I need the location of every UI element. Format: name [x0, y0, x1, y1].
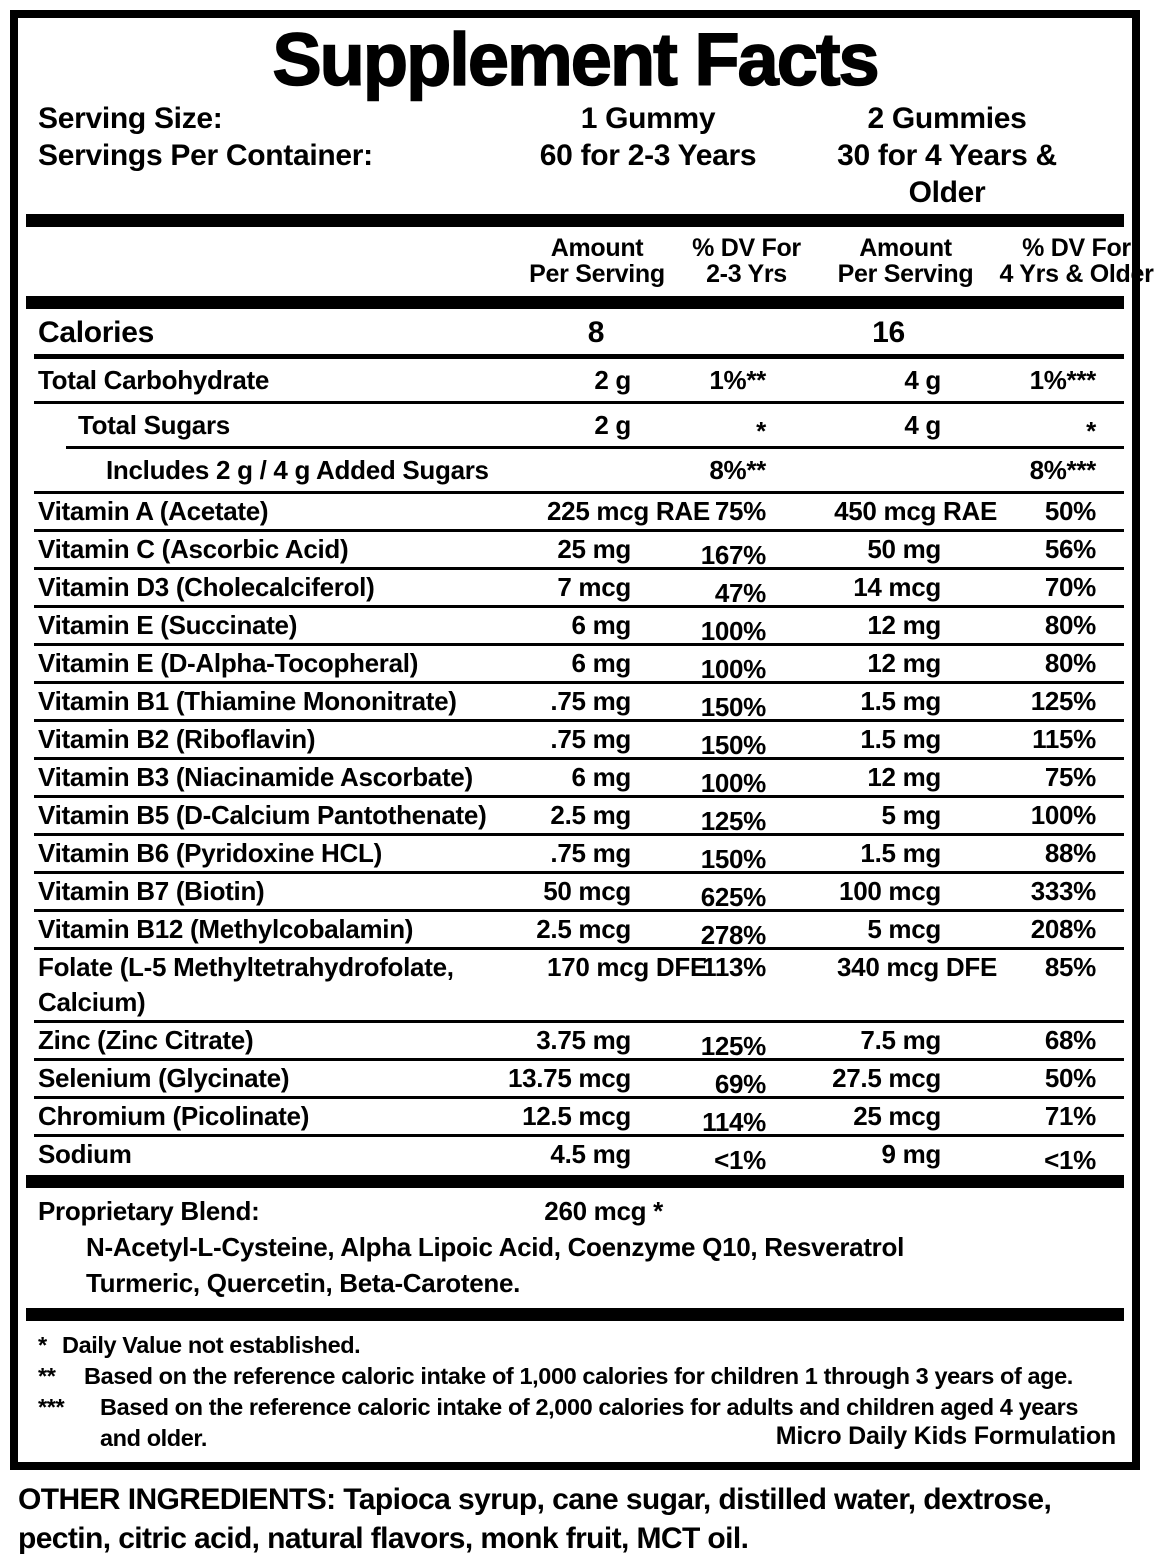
spacer	[941, 1193, 1096, 1229]
dv-2-3yrs: 75%	[714, 496, 766, 526]
amount-per-serving-2: 27.5 mcg	[832, 1063, 941, 1093]
amount-per-serving-2: 12 mg	[867, 762, 941, 792]
nutrient-name: Vitamin E (Succinate)	[38, 610, 298, 640]
amount-per-serving-2: 340 mcg DFE	[837, 952, 997, 982]
dv-4plus: 88%	[1044, 838, 1096, 868]
nutrient-name: Vitamin D3 (Cholecalciferol)	[38, 572, 375, 602]
amount-per-serving-2: 12 mg	[867, 648, 941, 678]
nutrient-row	[18, 760, 1132, 798]
nutrient-name: Vitamin B2 (Riboflavin)	[38, 724, 316, 754]
dv-2-3yrs: 69%	[714, 1069, 766, 1099]
nutrient-name: Vitamin B1 (Thiamine Mononitrate)	[38, 686, 457, 716]
spacer	[766, 1193, 941, 1229]
dv-2-3yrs: 114%	[702, 1107, 766, 1137]
amount-per-serving-2: 1.5 mg	[860, 838, 941, 868]
proprietary-ingredients-line2: Turmeric, Quercetin, Beta-Carotene.	[86, 1268, 521, 1298]
nutrient-name: Sodium	[38, 1139, 132, 1169]
formulation-note: Micro Daily Kids Formulation	[775, 1422, 1116, 1450]
nutrient-row	[18, 836, 1132, 874]
dv-4plus: 80%	[1044, 648, 1096, 678]
dv-2-3yrs: 278%	[700, 920, 766, 950]
nutrient-name: Total Sugars	[78, 410, 230, 440]
nutrient-name: Includes 2 g / 4 g Added Sugars	[106, 455, 489, 485]
amount-per-serving-2: 1.5 mg	[860, 686, 941, 716]
dv-2-3yrs: 125%	[700, 1031, 766, 1061]
dv-4plus: 333%	[1030, 876, 1096, 906]
nutrient-name: Vitamin C (Ascorbic Acid)	[38, 534, 349, 564]
spacer	[18, 235, 527, 287]
amount-per-serving-2: 4 g	[904, 410, 941, 440]
nutrient-row	[18, 449, 1132, 491]
amount-per-serving-1: .75 mg	[550, 724, 631, 754]
proprietary-blend-row	[38, 1193, 1096, 1229]
nutrient-row	[18, 404, 1132, 446]
servings-col1: 60 for 2-3 Years	[539, 139, 757, 172]
amount-per-serving-2: 5 mg	[881, 800, 941, 830]
nutrient-name: Folate (L-5 Methyltetrahydrofolate, Calcium)	[38, 952, 454, 1017]
nutrient-name: Vitamin A (Acetate)	[38, 496, 269, 526]
proprietary-blend-amount: 260 mcg *	[544, 1196, 663, 1226]
amount-per-serving-1: 6 mg	[571, 762, 631, 792]
proprietary-blend-section	[18, 1191, 1132, 1305]
dv-2-3yrs: *	[756, 416, 766, 446]
dv-2-3yrs: 150%	[700, 844, 766, 874]
serving-size-label: Serving Size:	[38, 102, 223, 135]
calories-value-1: 8	[587, 316, 605, 349]
amount-per-serving-1: 2.5 mcg	[536, 914, 631, 944]
nutrient-name: Total Carbohydrate	[38, 365, 270, 395]
nutrient-row	[18, 646, 1132, 684]
amount-per-serving-1: 4.5 mg	[550, 1139, 631, 1169]
nutrient-name: Selenium (Glycinate)	[38, 1063, 290, 1093]
amount-per-serving-2: 7.5 mg	[860, 1025, 941, 1055]
dv-2-3yrs: 1%**	[709, 365, 766, 395]
dv-2-3yrs: 113%	[702, 952, 766, 982]
dv-4plus: <1%	[1044, 1145, 1096, 1175]
amount-per-serving-1: 6 mg	[571, 648, 631, 678]
serving-info	[18, 100, 1132, 211]
dv-2-3yrs: <1%	[714, 1145, 766, 1175]
amount-per-serving-2: 12 mg	[867, 610, 941, 640]
divider-bar	[26, 296, 1124, 309]
servings-per-container-label: Servings Per Container:	[38, 139, 373, 172]
dv-4plus: 56%	[1044, 534, 1096, 564]
nutrient-name: Zinc (Zinc Citrate)	[38, 1025, 254, 1055]
nutrient-name: Vitamin B3 (Niacinamide Ascorbate)	[38, 762, 473, 792]
dv-4plus: 1%***	[1029, 365, 1096, 395]
nutrient-row	[18, 570, 1132, 608]
calories-value-2: 16	[872, 316, 905, 349]
nutrient-row	[18, 874, 1132, 912]
amount-per-serving-2: 450 mcg RAE	[834, 496, 997, 526]
servings-col2: 30 for 4 Years & Older	[837, 139, 1057, 209]
panel-title: Supplement Facts	[272, 18, 878, 101]
calories-label: Calories	[38, 316, 154, 349]
dv-4plus: 85%	[1044, 952, 1096, 982]
dv-4plus: 50%	[1044, 496, 1096, 526]
dv-4plus: 75%	[1044, 762, 1096, 792]
divider-bar	[26, 214, 1124, 227]
dv-2-3yrs: 167%	[700, 540, 766, 570]
nutrient-row	[18, 494, 1132, 529]
footnote-1000-calories: ** Based on the reference caloric intake of 1,000 calories for children 1 through 3 years of age.	[38, 1361, 1122, 1392]
nutrient-row	[18, 798, 1132, 836]
nutrient-name: Vitamin B5 (D-Calcium Pantothenate)	[38, 800, 487, 830]
col-amount-2: Amount Per Serving	[837, 234, 974, 288]
amount-per-serving-1: 2 g	[594, 410, 631, 440]
nutrient-row	[18, 950, 1132, 1020]
amount-per-serving-1: 25 mg	[557, 534, 631, 564]
col-amount-1: Amount Per Serving	[529, 234, 665, 288]
dv-4plus: 50%	[1044, 1063, 1096, 1093]
servings-per-container-row	[18, 137, 1132, 211]
nutrient-name: Chromium (Picolinate)	[38, 1101, 310, 1131]
amount-per-serving-1: 170 mcg DFE	[547, 952, 707, 982]
amount-per-serving-2: 50 mg	[867, 534, 941, 564]
amount-per-serving-2: 9 mg	[881, 1139, 941, 1169]
dv-4plus: 71%	[1044, 1101, 1096, 1131]
dv-4plus: 68%	[1044, 1025, 1096, 1055]
serving-size-col1: 1 Gummy	[580, 102, 716, 135]
asterisk-marker: **	[38, 1363, 56, 1389]
amount-per-serving-2: 14 mcg	[853, 572, 941, 602]
footnote-2000-calories: *** Based on the reference caloric intake of 2,000 calories for adults and children aged 4 years and older.	[38, 1392, 1122, 1454]
amount-per-serving-2: 4 g	[904, 365, 941, 395]
dv-2-3yrs: 150%	[700, 692, 766, 722]
amount-per-serving-1: 225 mcg RAE	[547, 496, 710, 526]
amount-per-serving-1: 6 mg	[571, 610, 631, 640]
dv-2-3yrs: 8%**	[709, 455, 766, 485]
supplement-facts-panel	[10, 10, 1154, 1470]
dv-4plus: 70%	[1044, 572, 1096, 602]
column-headers	[18, 230, 1154, 293]
amount-per-serving-1: 50 mcg	[543, 876, 631, 906]
nutrient-name: Vitamin E (D-Alpha-Tocopheral)	[38, 648, 419, 678]
dv-4plus: *	[1086, 416, 1096, 446]
dv-2-3yrs: 150%	[700, 730, 766, 760]
col-dv-2: % DV For 4 Yrs & Older	[999, 234, 1154, 288]
footnotes	[18, 1324, 1132, 1462]
col-dv-1: % DV For 2-3 Yrs	[692, 234, 801, 288]
amount-per-serving-1: 12.5 mcg	[522, 1101, 631, 1131]
nutrient-row	[18, 912, 1132, 950]
nutrient-name: Vitamin B12 (Methylcobalamin)	[38, 914, 414, 944]
amount-per-serving-2: 100 mcg	[839, 876, 941, 906]
amount-per-serving-1: 2.5 mg	[550, 800, 631, 830]
proprietary-ingredients-line1: N-Acetyl-L-Cysteine, Alpha Lipoic Acid, Coenzyme Q10, Resveratrol	[86, 1232, 905, 1262]
nutrient-row	[18, 1061, 1132, 1099]
amount-per-serving-1: .75 mg	[550, 686, 631, 716]
dv-2-3yrs: 100%	[700, 768, 766, 798]
dv-2-3yrs: 125%	[700, 806, 766, 836]
dv-4plus: 208%	[1030, 914, 1096, 944]
dv-2-3yrs: 625%	[700, 882, 766, 912]
dv-4plus: 100%	[1030, 800, 1096, 830]
amount-per-serving-2: 25 mcg	[853, 1101, 941, 1131]
serving-size-col2: 2 Gummies	[867, 102, 1027, 135]
calories-row	[18, 312, 1132, 354]
amount-per-serving-1: 7 mcg	[557, 572, 631, 602]
asterisk-marker: *	[38, 1332, 47, 1358]
amount-per-serving-2: 5 mcg	[867, 914, 941, 944]
dv-4plus: 8%***	[1029, 455, 1096, 485]
serving-size-row	[18, 100, 1132, 137]
amount-per-serving-1: .75 mg	[550, 838, 631, 868]
nutrient-row	[18, 359, 1132, 401]
nutrient-row	[18, 532, 1132, 570]
dv-2-3yrs: 100%	[700, 616, 766, 646]
nutrient-row	[18, 722, 1132, 760]
amount-per-serving-1: 3.75 mg	[536, 1025, 631, 1055]
nutrient-row	[18, 684, 1132, 722]
dv-2-3yrs: 100%	[700, 654, 766, 684]
nutrient-row	[18, 1099, 1132, 1137]
dv-2-3yrs: 47%	[714, 578, 766, 608]
nutrient-row	[18, 1137, 1132, 1175]
amount-per-serving-1: 13.75 mcg	[507, 1063, 631, 1093]
asterisk-marker: ***	[38, 1394, 65, 1420]
proprietary-blend-label: Proprietary Blend:	[38, 1196, 260, 1226]
dv-4plus: 115%	[1032, 724, 1096, 754]
nutrient-name: Vitamin B6 (Pyridoxine HCL)	[38, 838, 382, 868]
nutrient-row	[18, 608, 1132, 646]
dv-4plus: 125%	[1030, 686, 1096, 716]
amount-per-serving-1: 2 g	[594, 365, 631, 395]
nutrient-row	[18, 1023, 1132, 1061]
divider-bar	[26, 1308, 1124, 1321]
amount-per-serving-2: 1.5 mg	[860, 724, 941, 754]
dv-4plus: 80%	[1044, 610, 1096, 640]
footnote-daily-value: * Daily Value not established.	[38, 1330, 1122, 1361]
other-ingredients: OTHER INGREDIENTS: Tapioca syrup, cane sugar, distilled water, dextrose, pectin, citric acid, natural flavors, monk fruit, MCT oil.	[18, 1483, 1052, 1555]
nutrient-name: Vitamin B7 (Biotin)	[38, 876, 265, 906]
